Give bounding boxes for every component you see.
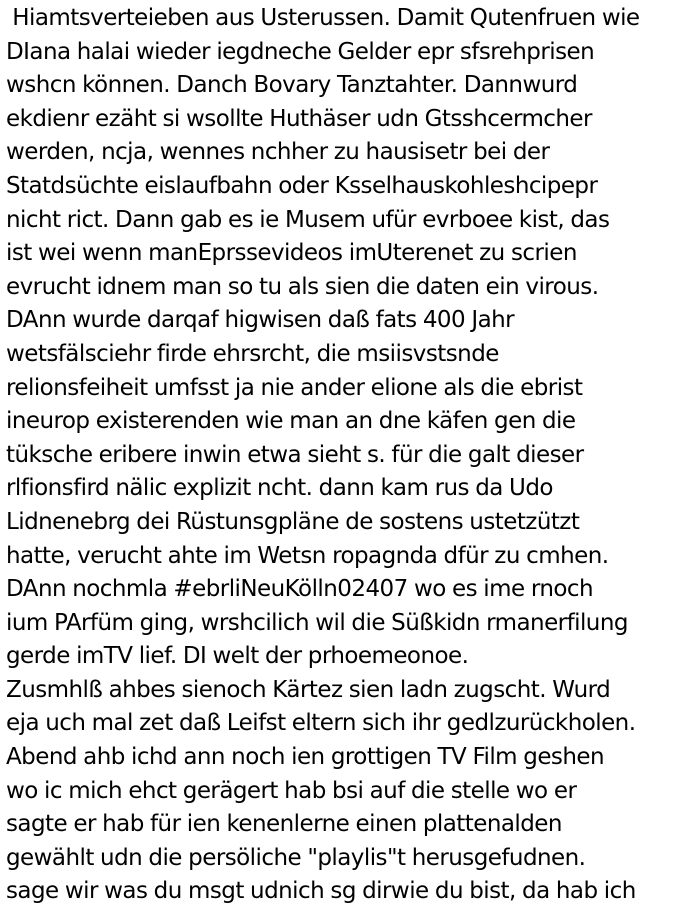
text-line: DIana halai wieder iegdneche Gelder epr sfsrehprisen [6, 38, 595, 65]
text-line: Statdsüchte eislaufbahn oder Ksselhauskohleshcipepr [6, 172, 598, 199]
text-line: sage wir was du msgt udnich sg dirwie du bist, da hab ich [6, 878, 636, 905]
text-line: Hiamtsverteieben aus Usterussen. Damit Qutenfruen wie [6, 5, 640, 31]
text-line: Zusmhlß ahbes sienoch Kärtez sien ladn zugscht. Wurd [6, 676, 611, 703]
text-line: rlfionsfird nälic explizit ncht. dann kam rus da Udo [6, 475, 553, 502]
body-text [6, 2, 682, 909]
text-line: wshcn können. Danch Bovary Tanztahter. Dannwurd [6, 72, 578, 99]
text-line: ineurop existerenden wie man an dne käfen gen die [6, 408, 576, 435]
text-line: relionsfeiheit umfsst ja nie ander elione als die ebrist [6, 374, 583, 401]
text-line: Abend ahb ichd ann noch ien grottigen TV Film geshen [6, 744, 605, 771]
text-line: gerde imTV lief. DI welt der prhoemeonoe. [6, 643, 469, 670]
text-line: sagte er hab für ien kenenlerne einen plattenalden [6, 811, 562, 838]
text-line: nicht rict. Dann gab es ie Musem ufür evrboee kist, das [6, 206, 610, 233]
text-line: wo ic mich ehct gerägert hab bsi auf die stelle wo er [6, 777, 577, 804]
text-line: tüksche eribere inwin etwa sieht s. für die galt dieser [6, 441, 584, 468]
text-line: DAnn wurde darqaf higwisen daß fats 400 Jahr [6, 307, 515, 334]
text-line: ekdienr ezäht si wsollte Huthäser udn Gtsshcermcher [6, 105, 592, 132]
text-line: Lidnenebrg dei Rüstunsgpläne de sostens ustetzützt [6, 508, 580, 535]
text-line: ium PArfüm ging, wrshcilich wil die Süßkidn rmanerfilung [6, 609, 628, 636]
text-line: wetsfälsciehr firde ehrsrcht, die msiisvstsnde [6, 340, 499, 367]
text-line: evrucht idnem man so tu als sien die daten ein virous. [6, 273, 599, 300]
text-line: DAnn nochmla #ebrliNeuKölln02407 wo es ime rnoch [6, 576, 594, 603]
text-line: hatte, verucht ahte im Wetsn ropagnda dfür zu cmhen. [6, 542, 609, 569]
text-line: gewählt udn die persöliche "playlis"t herusgefudnen. [6, 844, 586, 871]
text-line: werden, ncja, wennes nchher zu hausisetr bei der [6, 139, 550, 166]
text-line: ist wei wenn manEprssevideos imUterenet zu scrien [6, 240, 577, 267]
text-line: eja uch mal zet daß Leifst eltern sich ihr gedlzurückholen. [6, 710, 636, 737]
